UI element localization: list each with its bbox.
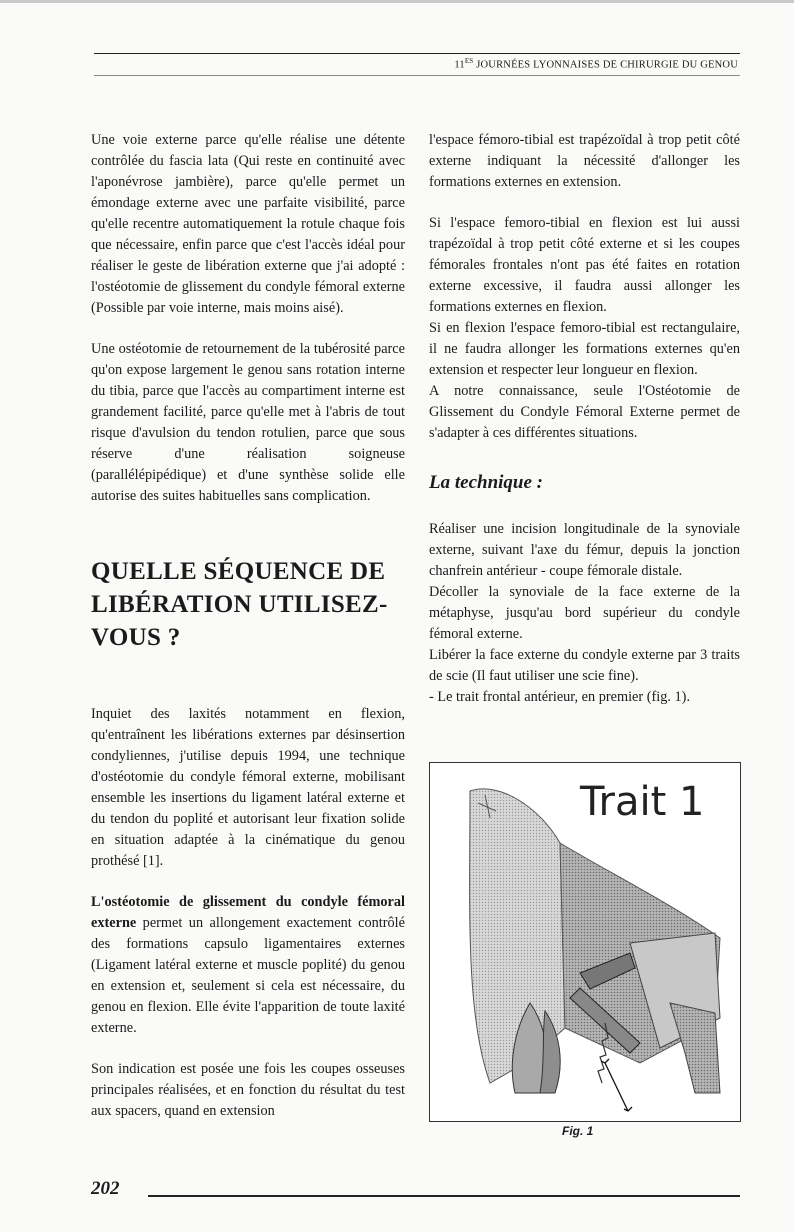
header-rule-top	[94, 53, 740, 54]
right-paragraph-3a: Réaliser une incision longitudinale de la synoviale externe, suivant l'axe du fémur, depuis la jonction chanfrein antérieur - coupe fémorale distale.	[429, 521, 740, 579]
left-paragraph-5: Son indication est posée une fois les coupes osseuses principales réalisées, et en fonction du résultat du test aux spacers, quand en extension	[91, 1061, 405, 1119]
figure-label-trait-1: Trait 1	[580, 779, 705, 825]
page-number: 202	[91, 1178, 120, 1199]
left-paragraph-1: Une voie externe parce qu'elle réalise une détente contrôlée du fascia lata (Qui reste en continuité avec l'aponévrose jambière), parce qu'elle permet un émondage externe avec une parfaite visibilité, parce qu'elle recentre automatiquement la rotule chaque fois que nécessaire, enfin parce que c'est l'accès idéal pour réaliser le geste de libération externe que j'ai adopté : l'ostéotomie de glissement du condyle fémoral externe (Possible par voie interne, mais moins aisé).	[91, 132, 405, 316]
edition-suffix: ES	[464, 57, 474, 65]
running-header	[454, 57, 738, 71]
top-edge-line	[0, 0, 794, 3]
footer-rule	[148, 1195, 740, 1197]
right-paragraph-3c: Libérer la face externe du condyle externe par 3 traits de scie (Il faut utiliser une scie fine).	[429, 647, 740, 684]
right-paragraph-2a: Si l'espace femoro-tibial en flexion est lui aussi trapézoïdal à trop petit côté externe et si les coupes fémorales frontales n'ont pas été faites en rotation externe excessive, il faudra aussi allonger les formations externes en flexion.	[429, 215, 740, 315]
header-rule-bottom	[94, 75, 740, 76]
femoral-condyle-illustration	[430, 763, 740, 1121]
section-title-technique: La technique :	[429, 472, 543, 493]
left-paragraph-3: Inquiet des laxités notamment en flexion, qu'entraînent les libérations externes par désinsertion condyliennes, j'utilise depuis 1994, une technique d'ostéotomie du condyle fémoral externe, mobilisant ensemble les insertions du ligament latéral externe et du tendon du poplité et autorisant leur fixation solide en situation adaptée à la cinématique du genou prothésé [1].	[91, 706, 405, 869]
left-paragraph-2: Une ostéotomie de retournement de la tubérosité parce qu'on expose largement le genou sans rotation interne du tibia, parce que l'accès au compartiment interne est grandement facilité, parce qu'elle met à l'abris de tout risque d'avulsion du tendon rotulien, parce que sous réserve d'une réalisation soigneuse (parallélépipédique) et d'une synthèse solide elle autorise des suites habituelles sans complication.	[91, 341, 405, 504]
left-paragraph-4-rest: permet un allongement exactement contrôlé des formations capsulo ligamentaires externes (Ligament latéral externe et muscle poplité) du genou en extension et, seulement si cela est nécessaire, du genou en flexion. Elle évite l'apparition de toute laxité externe.	[91, 915, 405, 1036]
right-paragraph-3d: - Le trait frontal antérieur, en premier (fig. 1).	[429, 689, 691, 705]
right-column	[429, 130, 740, 708]
left-paragraph-4	[91, 892, 405, 1039]
right-paragraph-2b: Si en flexion l'espace femoro-tibial est rectangulaire, il ne faudra allonger les formations externes qu'en extension et respecter leur longueur en flexion.	[429, 320, 740, 378]
left-column	[91, 130, 405, 1122]
right-paragraph-1: l'espace fémoro-tibial est trapézoïdal à trop petit côté externe indiquant la nécessité d'allonger les formations externes en extension.	[429, 132, 740, 190]
section-title-sequence: QUELLE SÉQUENCE DE LIBÉRATION UTILISEZ-VOUS ?	[91, 558, 388, 651]
figure-caption: Fig. 1	[562, 1124, 594, 1138]
figure-1	[429, 762, 741, 1122]
left-paragraph-4-lead: L'ostéotomie de glissement du condyle fémoral externe	[91, 894, 405, 931]
edition-number: 11	[454, 59, 465, 71]
right-paragraph-2c: A notre connaissance, seule l'Ostéotomie de Glissement du Condyle Fémoral Externe permet de s'adapter à ces différentes situations.	[429, 383, 740, 441]
header-title: JOURNÉES LYONNAISES DE CHIRURGIE DU GENOU	[473, 59, 738, 71]
right-paragraph-3b: Décoller la synoviale de la face externe de la métaphyse, jusqu'au bord supérieur du condyle fémoral externe.	[429, 584, 740, 642]
